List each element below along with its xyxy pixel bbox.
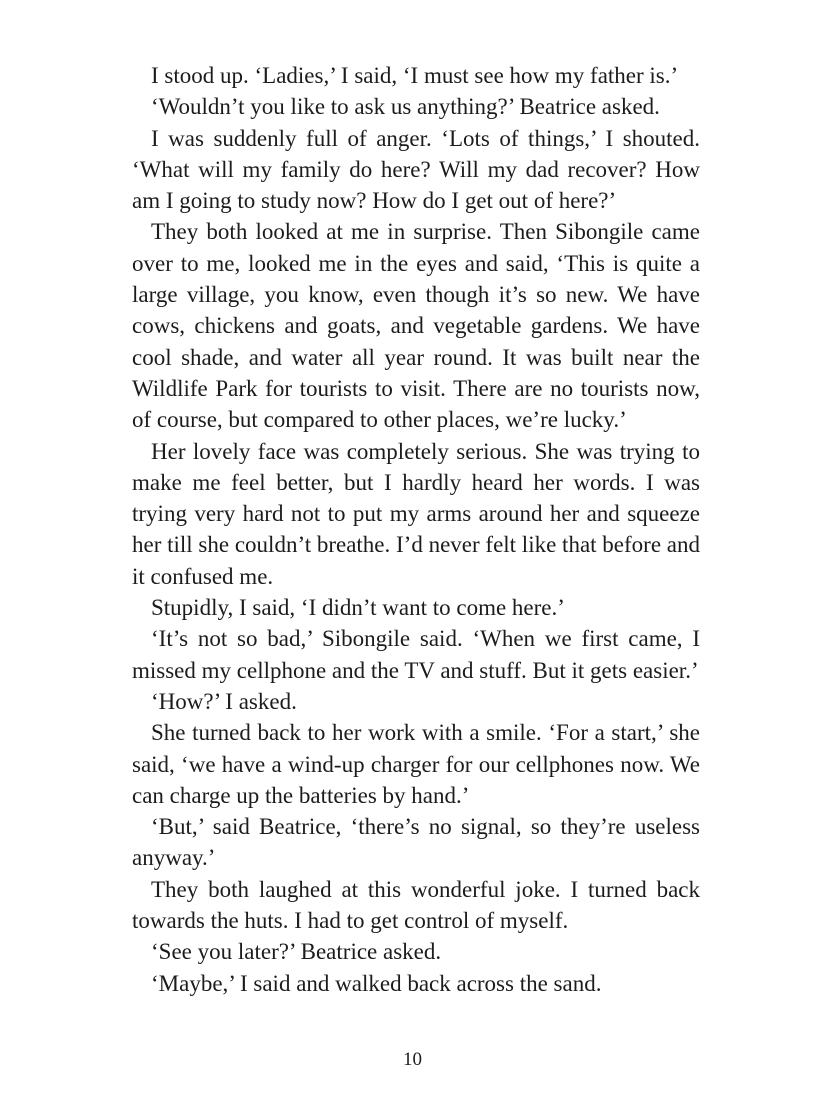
paragraph: ‘See you later?’ Beatrice asked. [151,939,442,965]
paragraph: They both laughed at this wonderful joke. I turned back towards the huts. I had to get control of myself. [132,876,700,934]
paragraph: ‘It’s not so bad,’ Sibongile said. ‘When we first came, I missed my cellphone and the TV and stuff. But it gets easier.’ [132,626,700,683]
paragraph: I was suddenly full of anger. ‘Lots of things,’ I shouted. ‘What will my family do here? Will my dad recover? How am I going to study now? How do I get out of here?’ [132,125,700,214]
paragraph: ‘Wouldn’t you like to ask us anything?’ Beatrice asked. [151,94,660,120]
paragraph: ‘How?’ I asked. [151,688,297,714]
paragraph: Her lovely face was completely serious. She was trying to make me feel better, but I hardly heard her words. I was trying very hard not to put my arms around her and squeeze her till she couldn’t breathe. I’d never felt like that before and it confused me. [132,438,700,589]
paragraph: Stupidly, I said, ‘I didn’t want to come here.’ [151,595,565,621]
paragraph: She turned back to her work with a smile. ‘For a start,’ she said, ‘we have a wind-up charger for our cellphones now. We can charge up the batteries by hand.’ [132,720,700,808]
page-number: 10 [403,1049,422,1070]
body-text [132,60,700,999]
paragraph: I stood up. ‘Ladies,’ I said, ‘I must see how my father is.’ [151,63,679,88]
paragraph: ‘But,’ said Beatrice, ‘there’s no signal, so they’re useless anyway.’ [132,814,700,871]
paragraph: ‘Maybe,’ I said and walked back across the sand. [151,970,602,996]
paragraph: They both looked at me in surprise. Then Sibongile came over to me, looked me in the eyes and said, ‘This is quite a large village, you know, even though it’s so new. We have cows, chickens and goats, and vegetable gardens. We have cool shade, and water all year round. It was built near the Wildlife Park for tourists to visit. There are no tourists now, of course, but compared to other places, we’re lucky.’ [132,219,700,433]
